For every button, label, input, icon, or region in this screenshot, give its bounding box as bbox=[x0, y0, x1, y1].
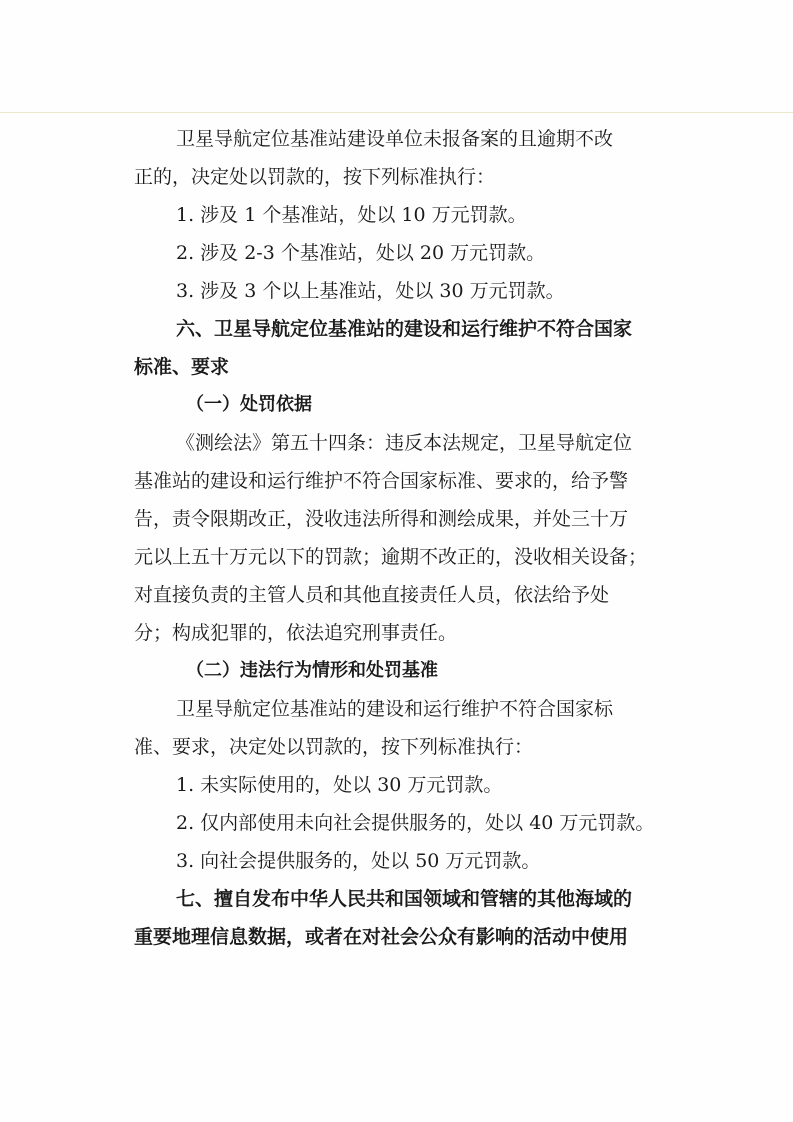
paragraph-line: 《测绘法》第五十四条：违反本法规定，卫星导航定位 bbox=[176, 432, 633, 454]
paragraph-line: 元以上五十万元以下的罚款；逾期不改正的，没收相关设备； bbox=[134, 546, 648, 568]
document-body bbox=[134, 120, 664, 956]
section-heading: 重要地理信息数据，或者在对社会公众有影响的活动中使用 bbox=[134, 926, 629, 948]
section-heading: 六、卫星导航定位基准站的建设和运行维护不符合国家 bbox=[176, 318, 633, 340]
paragraph-line: 卫星导航定位基准站的建设和运行维护不符合国家标 bbox=[176, 698, 614, 720]
section-heading: 标准、要求 bbox=[134, 356, 230, 378]
section-heading: 七、擅自发布中华人民共和国领域和管辖的其他海域的 bbox=[176, 888, 633, 910]
subsection-heading: （一）处罚依据 bbox=[186, 394, 312, 415]
list-item: 3. 涉及 3 个以上基准站，处以 30 万元罚款。 bbox=[176, 280, 565, 302]
paragraph-line: 正的，决定处以罚款的，按下列标准执行： bbox=[134, 166, 496, 188]
list-item: 1. 涉及 1 个基准站，处以 10 万元罚款。 bbox=[176, 204, 527, 226]
paragraph-line: 基准站的建设和运行维护不符合国家标准、要求的，给予警 bbox=[134, 470, 629, 492]
paragraph-line: 告，责令限期改正，没收违法所得和测绘成果，并处三十万 bbox=[134, 508, 629, 530]
paragraph-line: 卫星导航定位基准站建设单位未报备案的且逾期不改 bbox=[176, 128, 614, 150]
paragraph-line: 对直接负责的主管人员和其他直接责任人员，依法给予处 bbox=[134, 584, 610, 606]
list-item: 1. 未实际使用的，处以 30 万元罚款。 bbox=[176, 774, 503, 796]
list-item: 2. 仅内部使用未向社会提供服务的，处以 40 万元罚款。 bbox=[176, 812, 655, 834]
paragraph-line: 分；构成犯罪的，依法追究刑事责任。 bbox=[134, 622, 458, 644]
list-item: 3. 向社会提供服务的，处以 50 万元罚款。 bbox=[176, 850, 541, 872]
list-item: 2. 涉及 2-3 个基准站，处以 20 万元罚款。 bbox=[176, 242, 546, 264]
top-divider bbox=[0, 112, 793, 113]
paragraph-line: 准、要求，决定处以罚款的，按下列标准执行： bbox=[134, 736, 534, 758]
subsection-heading: （二）违法行为情形和处罚基准 bbox=[186, 660, 438, 681]
